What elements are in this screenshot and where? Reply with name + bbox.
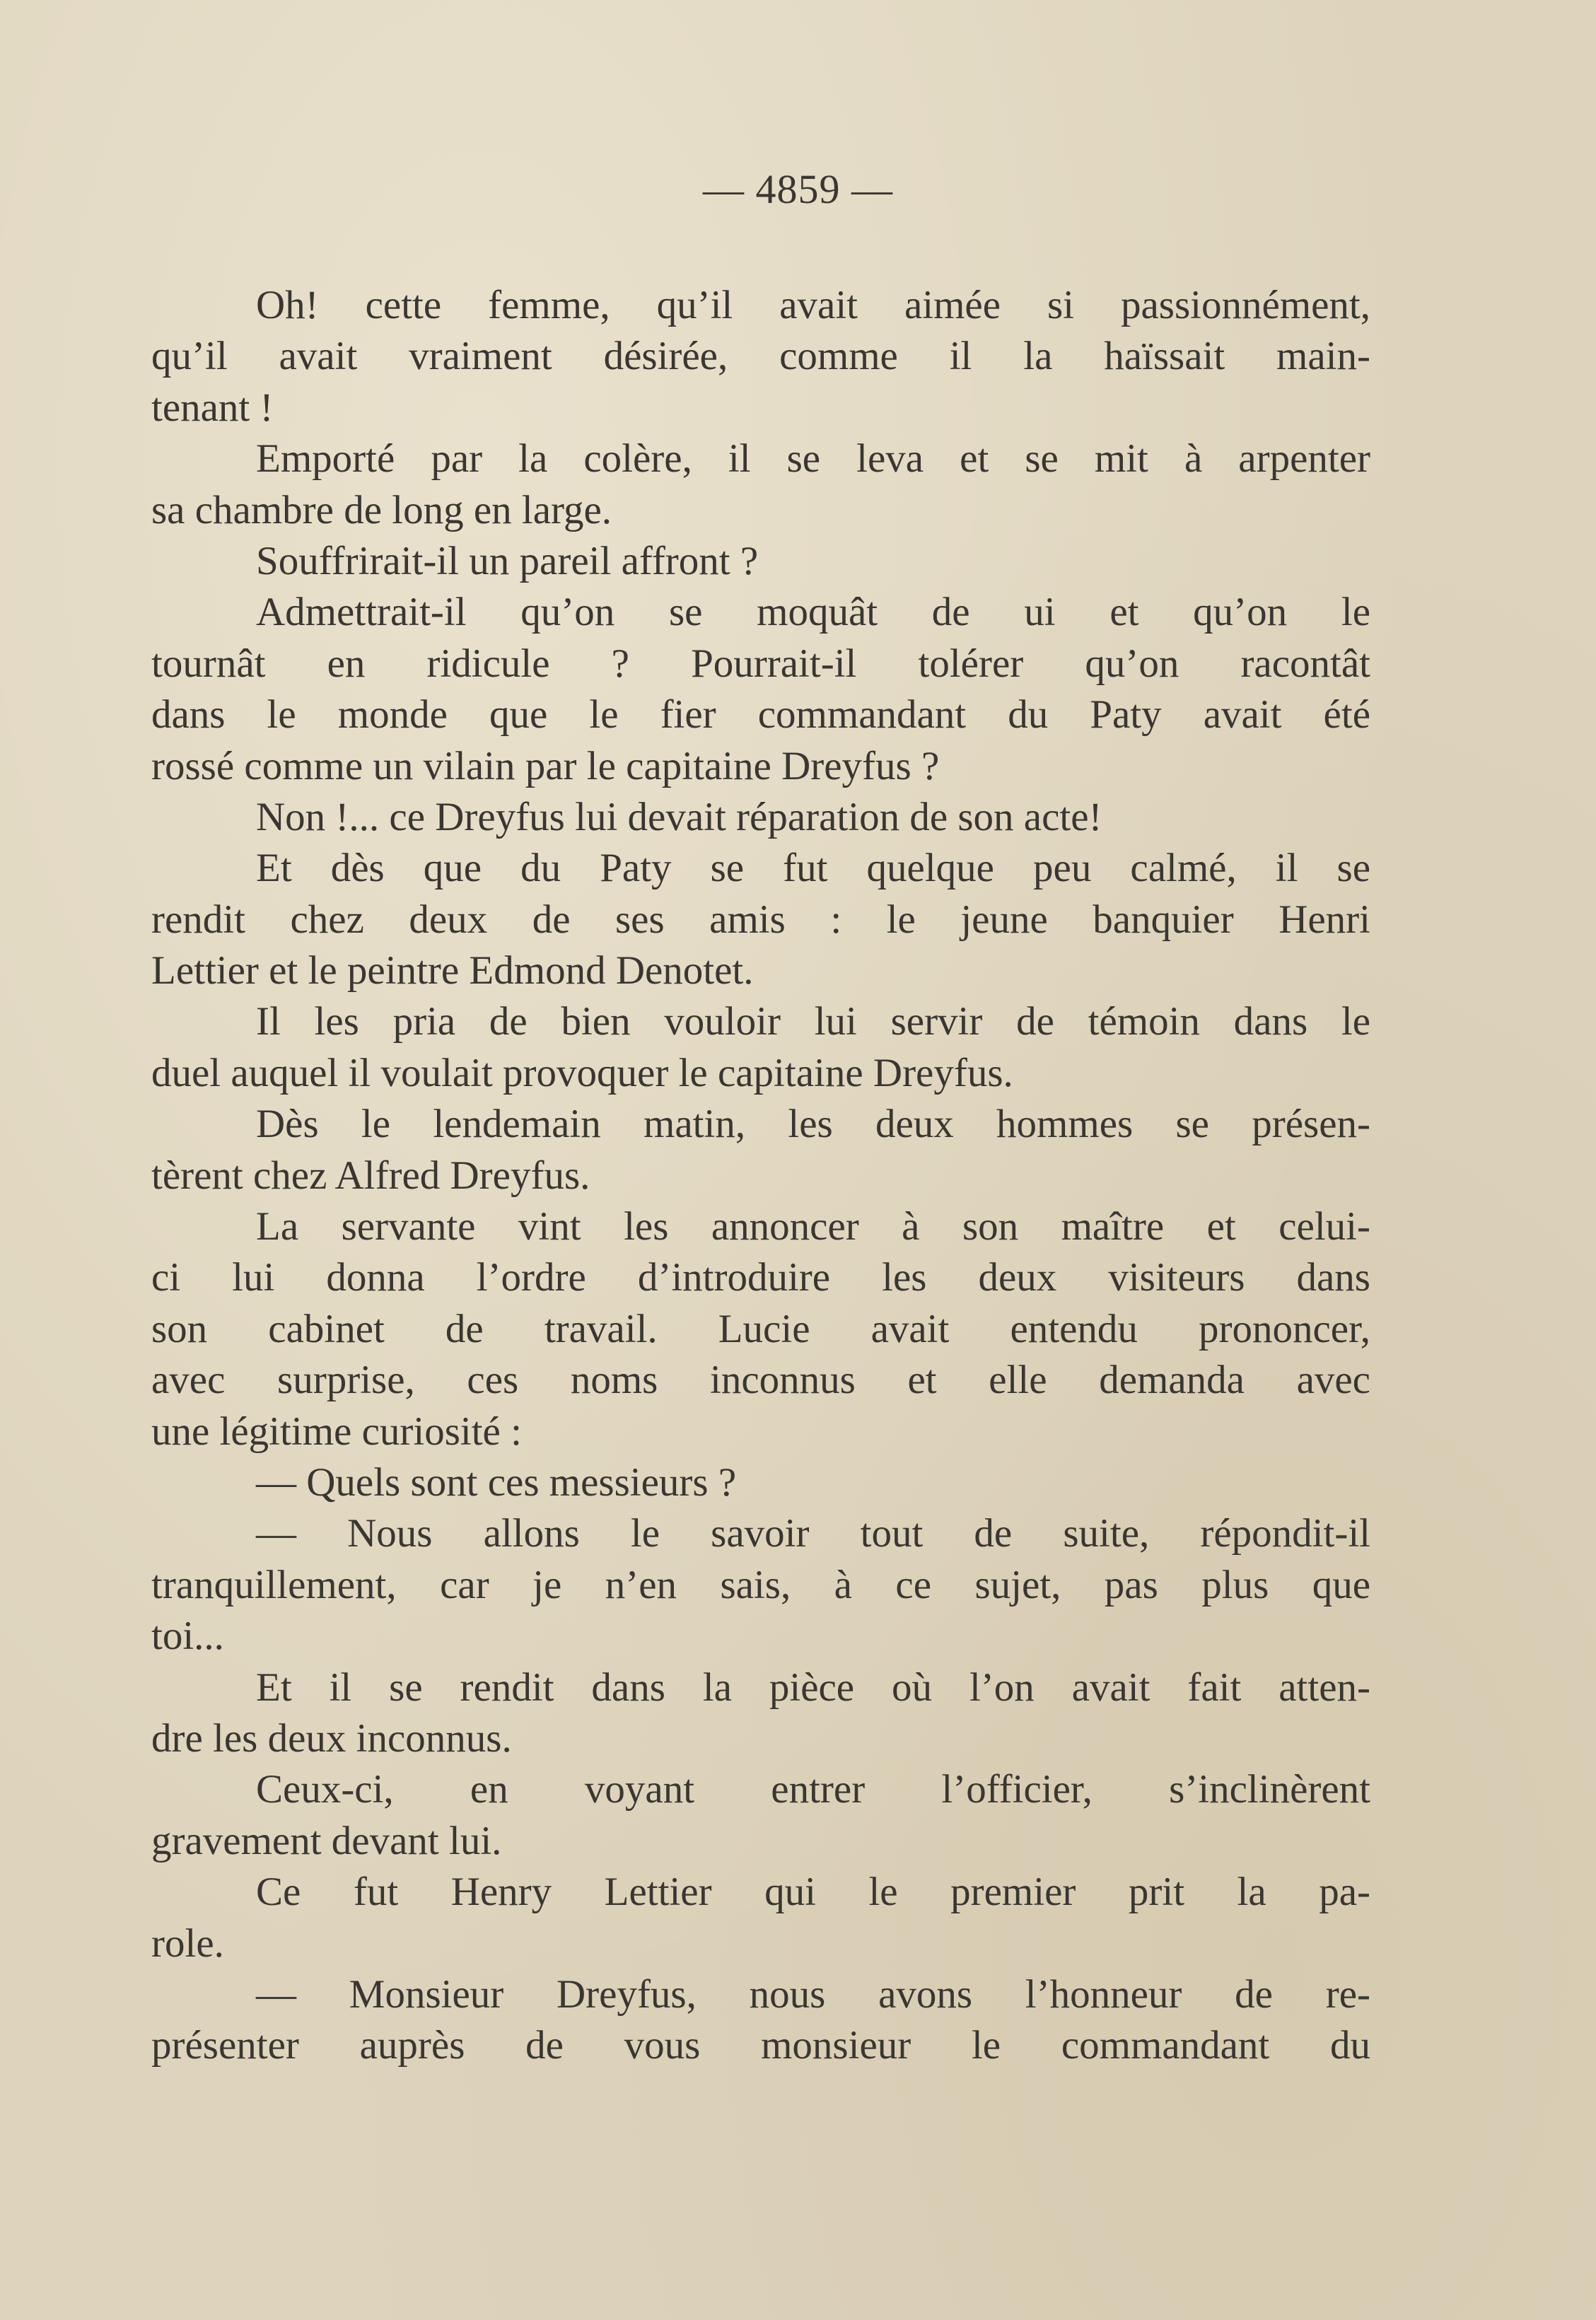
page-number: — 4859 — — [703, 166, 893, 212]
text-line: duel auquel il voulait provoquer le capitaine Dreyfus. — [151, 1050, 1013, 1095]
text-line: Souffrirait-il un pareil affront ? — [256, 538, 759, 583]
text-line: avec surprise, ces noms inconnus et elle demanda avec — [151, 1358, 1370, 1403]
text-line: Non !... ce Dreyfus lui devait réparation de son acte! — [256, 794, 1102, 839]
text-line: tèrent chez Alfred Dreyfus. — [151, 1153, 590, 1198]
text-line: sa chambre de long en large. — [151, 487, 612, 532]
text-line: — Nous allons le savoir tout de suite, répondit-il — [256, 1511, 1370, 1556]
text-line: qu’il avait vraiment désirée, comme il la haïssait main- — [151, 334, 1370, 379]
text-line: son cabinet de travail. Lucie avait entendu prononcer, — [151, 1306, 1370, 1351]
text-line: gravement devant lui. — [151, 1818, 502, 1863]
text-line: une légitime curiosité : — [151, 1409, 522, 1454]
text-line: tenant ! — [151, 385, 274, 430]
text-line: La servante vint les annoncer à son maître et celui- — [256, 1204, 1370, 1249]
text-line: rendit chez deux de ses amis : le jeune banquier Henri — [151, 897, 1370, 942]
text-line: tournât en ridicule ? Pourrait-il tolérer qu’on racontât — [151, 641, 1370, 686]
text-line: toi... — [151, 1614, 224, 1659]
text-line: Dès le lendemain matin, les deux hommes se présen- — [256, 1102, 1370, 1147]
text-line: tranquillement, car je n’en sais, à ce sujet, pas plus que — [151, 1562, 1370, 1607]
text-line: présenter auprès de vous monsieur le commandant du — [151, 2023, 1370, 2068]
text-line: Il les pria de bien vouloir lui servir de témoin dans le — [256, 999, 1370, 1044]
text-line: Emporté par la colère, il se leva et se mit à arpenter — [256, 436, 1370, 482]
text-line: Et il se rendit dans la pièce où l’on avait fait atten- — [256, 1665, 1370, 1710]
text-line: dre les deux inconnus. — [151, 1715, 512, 1761]
text-line: Ce fut Henry Lettier qui le premier prit la pa- — [256, 1870, 1370, 1915]
text-line: dans le monde que le fier commandant du Paty avait été — [151, 692, 1370, 738]
text-line: Oh! cette femme, qu’il avait aimée si passionnément, — [256, 283, 1370, 327]
text-line: Et dès que du Paty se fut quelque peu calmé, il se — [256, 846, 1370, 891]
text-line: Ceux-ci, en voyant entrer l’officier, s’inclinèrent — [256, 1767, 1370, 1812]
text-line: — Monsieur Dreyfus, nous avons l’honneur de re- — [256, 1971, 1370, 2017]
text-line: — Quels sont ces messieurs ? — [256, 1459, 737, 1505]
text-line: Lettier et le peintre Edmond Denotet. — [151, 948, 754, 993]
text-line: Admettrait-il qu’on se moquât de ui et qu’on le — [256, 590, 1370, 635]
text-line: rossé comme un vilain par le capitaine Dreyfus ? — [151, 743, 940, 788]
text-line: role. — [151, 1920, 224, 1966]
text-line: ci lui donna l’ordre d’introduire les deux visiteurs dans — [151, 1255, 1370, 1300]
body-text — [151, 280, 1370, 2072]
